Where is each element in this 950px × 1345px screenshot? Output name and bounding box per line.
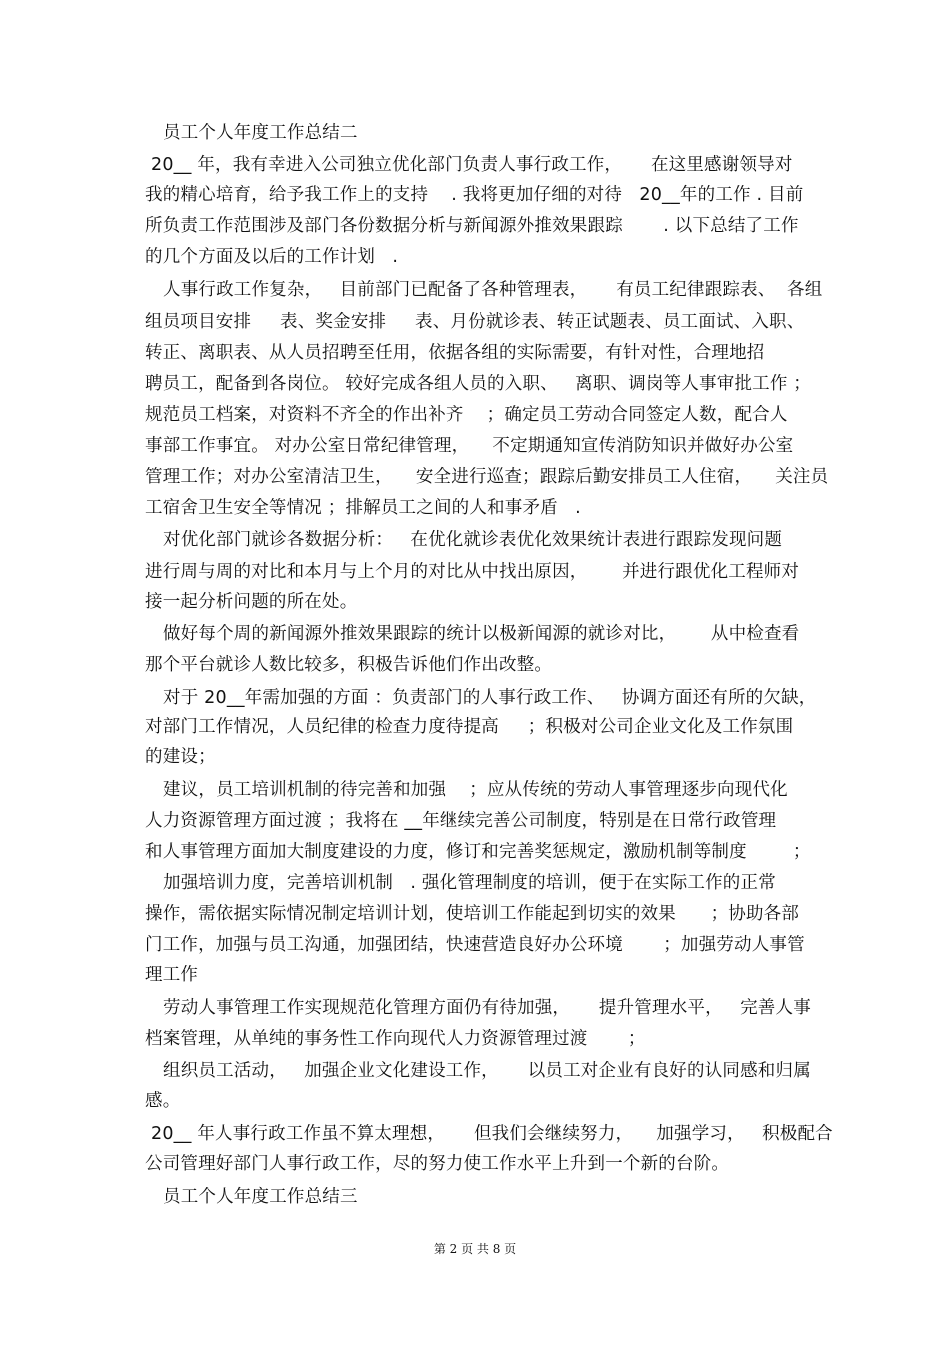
text-line: 加强培训力度，完善培训机制 . 强化管理制度的培训，便于在实际工作的正常 bbox=[163, 873, 776, 893]
text-line: 劳动人事管理工作实现规范化管理方面仍有待加强， 提升管理水平， 完善人事 bbox=[163, 998, 811, 1018]
text-line: 接一起分析问题的所在处。 bbox=[145, 592, 358, 612]
text-line: 事部工作事宜。 对办公室日常纪律管理， 不定期通知宣传消防知识并做好办公室 bbox=[145, 436, 794, 456]
text-line: 进行周与周的对比和本月与上个月的对比从中找出原因， 并进行跟优化工程师对 bbox=[145, 562, 800, 582]
text-line: 工宿舍卫生安全等情况 ；排解员工之间的人和事矛盾 . bbox=[145, 498, 581, 518]
text-line: 做好每个周的新闻源外推效果跟踪的统计以极新闻源的就诊对比， 从中检查看 bbox=[163, 624, 800, 644]
text-line: 公司管理好部门人事行政工作，尽的努力使工作水平上升到一个新的台阶。 bbox=[145, 1154, 730, 1174]
text-line: 人力资源管理方面过渡 ；我将在 __年继续完善公司制度，特别是在日常行政管理 bbox=[145, 811, 777, 831]
text-line: 感。 bbox=[145, 1091, 181, 1111]
text-line: 20__ 年人事行政工作虽不算太理想， 但我们会继续努力， 加强学习， 积极配合 bbox=[151, 1124, 833, 1144]
text-line: 员工个人年度工作总结二 bbox=[163, 123, 358, 143]
text-line: 理工作 bbox=[145, 965, 199, 985]
text-line: 档案管理，从单纯的事务性工作向现代人力资源管理过渡 ； bbox=[145, 1029, 646, 1049]
text-line: 员工个人年度工作总结三 bbox=[163, 1187, 358, 1207]
text-line: 规范员工档案，对资料不齐全的作出补齐 ；确定员工劳动合同签定人数，配合人 bbox=[145, 405, 788, 425]
text-line: 对于 20__年需加强的方面 ：负责部门的人事行政工作、 协调方面还有所的欠缺， bbox=[163, 688, 817, 708]
text-line: 组织员工活动， 加强企业文化建设工作， 以员工对企业有良好的认同感和归属 bbox=[163, 1061, 811, 1081]
text-line: 所负责工作范围涉及部门各份数据分析与新闻源外推效果跟踪 . 以下总结了工作 bbox=[145, 216, 799, 236]
text-line: 人事行政工作复杂， 目前部门已配备了各种管理表， 有员工纪律跟踪表、 各组 bbox=[163, 280, 823, 300]
text-line: 门工作，加强与员工沟通，加强团结，快速营造良好办公环境 ；加强劳动人事管 bbox=[145, 935, 805, 955]
text-line: 和人事管理方面加大制度建设的力度，修订和完善奖惩规定，激励机制等制度 ； bbox=[145, 842, 811, 862]
text-line: 我的精心培育，给予我工作上的支持 . 我将更加仔细的对待 20__年的工作 . 目前 bbox=[145, 185, 804, 205]
page-number: 第 2 页 共 8 页 bbox=[433, 1242, 517, 1256]
text-line: 的建设； bbox=[145, 747, 216, 767]
text-line: 那个平台就诊人数比较多，积极告诉他们作出改整。 bbox=[145, 655, 553, 675]
text-line: 的几个方面及以后的工作计划 . bbox=[145, 247, 399, 267]
text-line: 组员项目安排 表、奖金安排 表、月份就诊表、转正试题表、员工面试、入职、 bbox=[145, 312, 805, 332]
text-line: 聘员工，配备到各岗位。 较好完成各组人员的入职、 离职、调岗等人事审批工作 ； bbox=[145, 374, 812, 394]
text-line: 20__ 年，我有幸进入公司独立优化部门负责人事行政工作， 在这里感谢领导对 bbox=[151, 155, 793, 175]
text-line: 管理工作；对办公室清洁卫生， 安全进行巡查；跟踪后勤安排员工人住宿， 关注员 bbox=[145, 467, 829, 487]
text-line: 对优化部门就诊各数据分析： 在优化就诊表优化效果统计表进行跟踪发现问题 bbox=[163, 530, 783, 550]
text-line: 建议，员工培训机制的待完善和加强 ；应从传统的劳动人事管理逐步向现代化 bbox=[163, 780, 788, 800]
text-line: 转正、离职表、从人员招聘至任用，依据各组的实际需要，有针对性，合理地招 bbox=[145, 343, 765, 363]
text-line: 对部门工作情况，人员纪律的检查力度待提高 ；积极对公司企业文化及工作氛围 bbox=[145, 717, 794, 737]
text-line: 操作，需依据实际情况制定培训计划，使培训工作能起到切实的效果 ；协助各部 bbox=[145, 904, 800, 924]
